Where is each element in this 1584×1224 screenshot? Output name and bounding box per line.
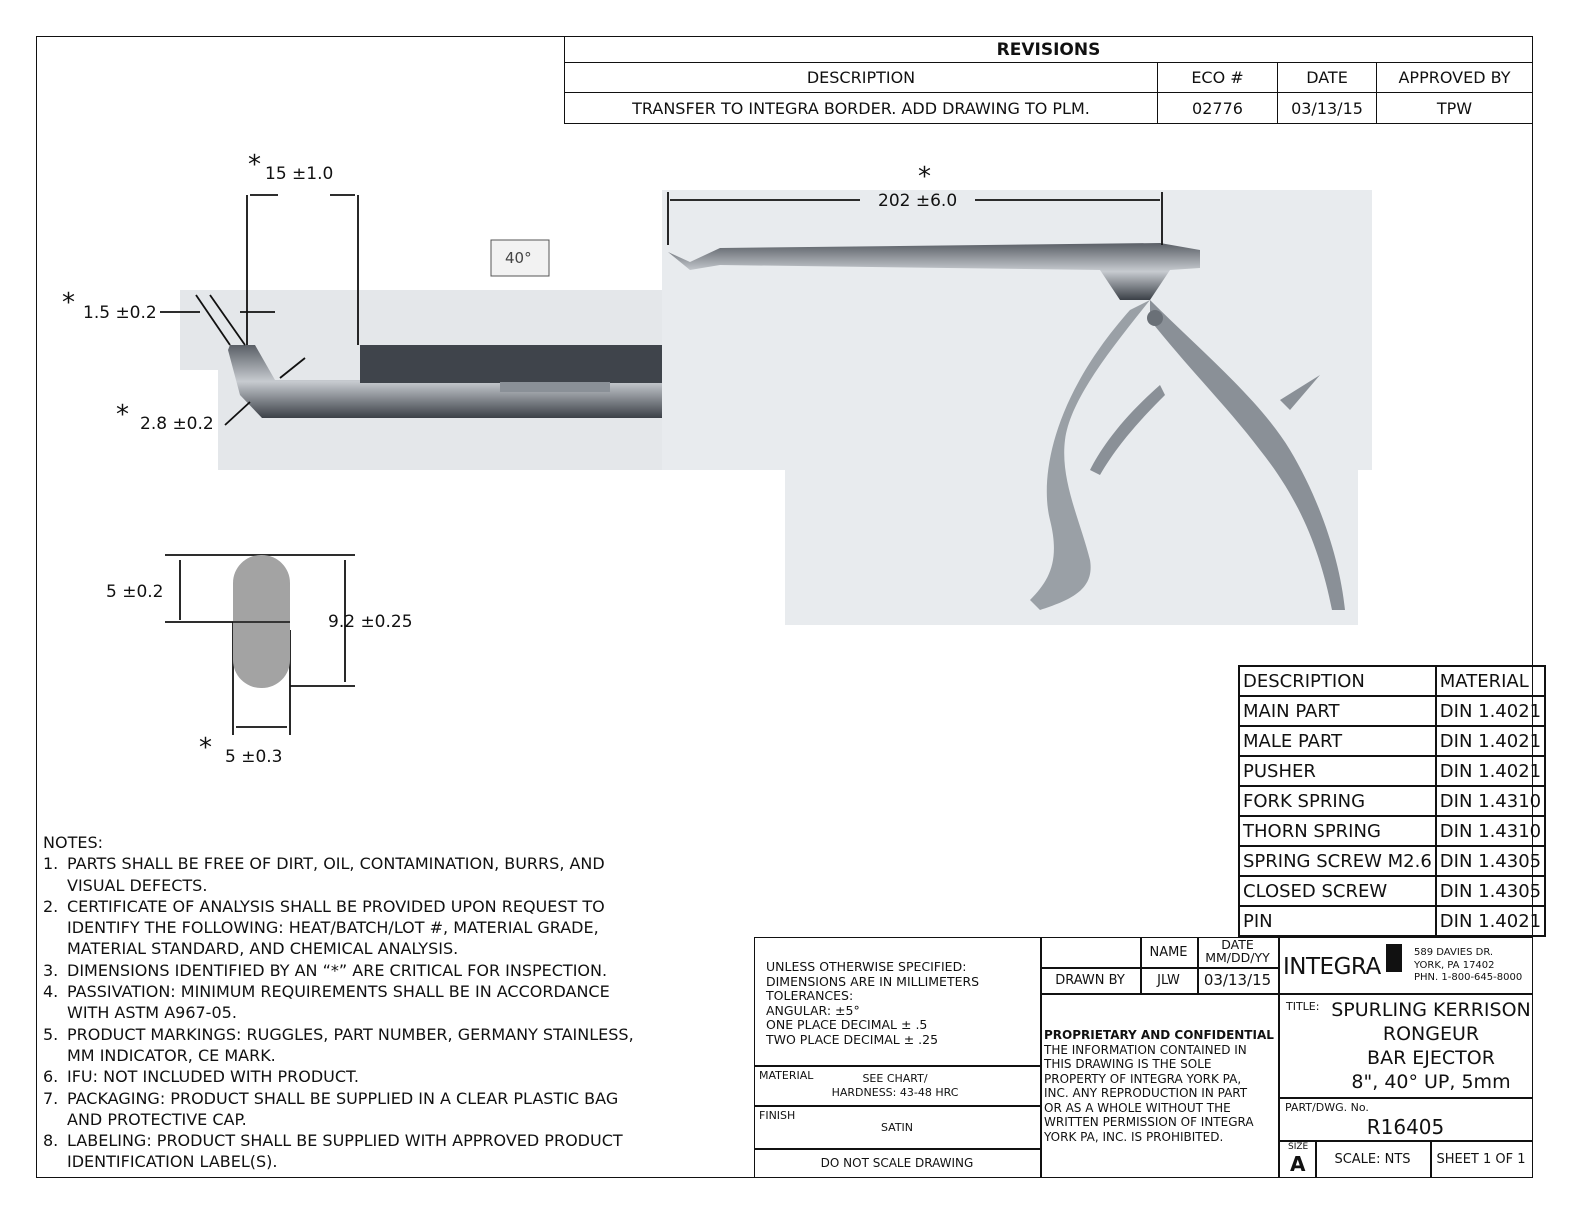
material-row xyxy=(1239,846,1545,876)
note-continuation: MATERIAL STANDARD, AND CHEMICAL ANALYSIS. xyxy=(67,939,459,959)
material-value: DIN 1.4310 xyxy=(1436,816,1545,846)
materials-table xyxy=(1238,665,1546,937)
drawn-by-label: DRAWN BY xyxy=(1055,973,1125,988)
finish-value: SATIN xyxy=(880,1121,914,1134)
sheet: SHEET 1 OF 1 xyxy=(1436,1152,1526,1167)
rev-date: 03/13/15 xyxy=(1278,93,1377,124)
rev-eco: 02776 xyxy=(1158,93,1278,124)
note-item: 5. PRODUCT MARKINGS: RUGGLES, PART NUMBER, GERMANY STAINLESS, xyxy=(43,1024,634,1044)
note-item: 1. PARTS SHALL BE FREE OF DIRT, OIL, CONTAMINATION, BURRS, AND xyxy=(43,854,605,874)
critical-mark: * xyxy=(62,288,75,318)
dim-9-2: 9.2 ±0.25 xyxy=(328,612,413,632)
rev-header-description: DESCRIPTION xyxy=(565,63,1158,93)
rev-header-eco: ECO # xyxy=(1158,63,1278,93)
material-row xyxy=(1239,786,1545,816)
note-item: 2. CERTIFICATE OF ANALYSIS SHALL BE PROVIDED UPON REQUEST TO xyxy=(43,896,605,916)
logo-mark xyxy=(1386,944,1402,972)
material-description: MALE PART xyxy=(1239,726,1436,756)
material-value: DIN 1.4021 xyxy=(1436,696,1545,726)
material-description: SPRING SCREW M2.6 xyxy=(1239,846,1436,876)
material-row xyxy=(1239,756,1545,786)
material-row xyxy=(1239,696,1545,726)
material-description: FORK SPRING xyxy=(1239,786,1436,816)
rev-approved: TPW xyxy=(1377,93,1533,124)
mat-header-material: MATERIAL xyxy=(1436,666,1545,696)
dim-202: 202 ±6.0 xyxy=(878,191,958,211)
material-value: DIN 1.4021 xyxy=(1436,756,1545,786)
note-item: 3. DIMENSIONS IDENTIFIED BY AN “*” ARE CRITICAL FOR INSPECTION. xyxy=(43,960,608,980)
material-row xyxy=(1239,876,1545,906)
dim-15: 15 ±1.0 xyxy=(265,164,334,184)
rev-header-approved: APPROVED BY xyxy=(1377,63,1533,93)
material-value: DIN 1.4021 xyxy=(1436,906,1545,936)
name-header: NAME xyxy=(1149,945,1188,960)
note-item: 6. IFU: NOT INCLUDED WITH PRODUCT. xyxy=(43,1067,360,1087)
material-value: DIN 1.4021 xyxy=(1436,726,1545,756)
critical-mark: * xyxy=(248,150,261,180)
revisions-title: REVISIONS xyxy=(565,37,1533,63)
size-label: SIZE xyxy=(1288,1142,1309,1152)
note-item: 8. LABELING: PRODUCT SHALL BE SUPPLIED WITH APPROVED PRODUCT xyxy=(43,1131,623,1151)
mat-header-description: DESCRIPTION xyxy=(1239,666,1436,696)
dim-5: 5 ±0.2 xyxy=(106,582,164,602)
material-row xyxy=(1239,726,1545,756)
note-item: 7. PACKAGING: PRODUCT SHALL BE SUPPLIED IN A CLEAR PLASTIC BAG xyxy=(43,1088,619,1108)
material-value: DIN 1.4305 xyxy=(1436,846,1545,876)
tolerances: UNLESS OTHERWISE SPECIFIED: DIMENSIONS ARE IN MILLIMETERS TOLERANCES: ANGULAR: ±5° ONE PLACE DECIMAL ± .5 TWO PLACE DECIMAL ± .25 xyxy=(766,959,980,1047)
material-value: DIN 1.4310 xyxy=(1436,786,1545,816)
angle-label: 40° xyxy=(505,249,532,267)
proprietary-notice: PROPRIETARY AND CONFIDENTIAL THE INFORMATION CONTAINED IN THIS DRAWING IS THE SOLE PROPERTY OF INTEGRA YORK PA, INC. ANY REPRODUCTION IN PART OR AS A WHOLE WITHOUT THE WRITTEN PERMISSION OF INTEGRA YORK PA, INC. IS PROHIBITED. xyxy=(1044,1028,1274,1144)
material-description: PUSHER xyxy=(1239,756,1436,786)
scale: SCALE: NTS xyxy=(1334,1152,1411,1167)
material-description: THORN SPRING xyxy=(1239,816,1436,846)
note-continuation: MM INDICATOR, CE MARK. xyxy=(67,1045,276,1065)
rev-header-date: DATE xyxy=(1278,63,1377,93)
company-address: 589 DAVIES DR. YORK, PA 17402 PHN. 1-800-645-8000 xyxy=(1414,947,1523,983)
note-continuation: IDENTIFY THE FOLLOWING: HEAT/BATCH/LOT #, MATERIAL GRADE, xyxy=(67,918,599,938)
part-number: R16405 xyxy=(1366,1115,1445,1139)
date-header: DATE MM/DD/YY xyxy=(1205,937,1270,965)
material-row xyxy=(1239,816,1545,846)
note-continuation: VISUAL DEFECTS. xyxy=(67,875,208,895)
notes xyxy=(43,832,634,1173)
critical-mark: * xyxy=(199,733,212,763)
drawn-by: JLW xyxy=(1157,973,1180,988)
material-label: MATERIAL xyxy=(759,1069,814,1082)
material-value: DIN 1.4305 xyxy=(1436,876,1545,906)
drawn-date: 03/13/15 xyxy=(1203,971,1272,989)
note-item: 4. PASSIVATION: MINIMUM REQUIREMENTS SHALL BE IN ACCORDANCE xyxy=(43,982,610,1002)
integra-logo: INTEGRA xyxy=(1283,954,1381,980)
dim-2-8: 2.8 ±0.2 xyxy=(140,414,214,434)
note-continuation: WITH ASTM A967-05. xyxy=(67,1003,237,1023)
note-continuation: AND PROTECTIVE CAP. xyxy=(67,1109,247,1129)
critical-mark: * xyxy=(918,162,931,192)
dim-1-5: 1.5 ±0.2 xyxy=(83,303,157,323)
material-description: MAIN PART xyxy=(1239,696,1436,726)
material-row xyxy=(1239,906,1545,936)
rev-description: TRANSFER TO INTEGRA BORDER. ADD DRAWING TO PLM. xyxy=(565,93,1158,124)
finish-label: FINISH xyxy=(759,1109,796,1122)
material-description: PIN xyxy=(1239,906,1436,936)
title-label: TITLE: xyxy=(1286,1000,1320,1013)
pivot-pin xyxy=(1147,310,1163,326)
part-label: PART/DWG. No. xyxy=(1285,1101,1369,1114)
material-value: SEE CHART/ HARDNESS: 43-48 HRC xyxy=(831,1072,959,1099)
size-value: A xyxy=(1290,1152,1306,1176)
critical-mark: * xyxy=(116,400,129,430)
material-description: CLOSED SCREW xyxy=(1239,876,1436,906)
notes-title: NOTES: xyxy=(43,833,103,852)
note-continuation: IDENTIFICATION LABEL(S). xyxy=(67,1152,278,1172)
dim-5-width: 5 ±0.3 xyxy=(225,747,283,767)
do-not-scale: DO NOT SCALE DRAWING xyxy=(820,1156,974,1170)
drawing-title: SPURLING KERRISON RONGEUR BAR EJECTOR 8", 40° UP, 5mm xyxy=(1331,999,1531,1093)
